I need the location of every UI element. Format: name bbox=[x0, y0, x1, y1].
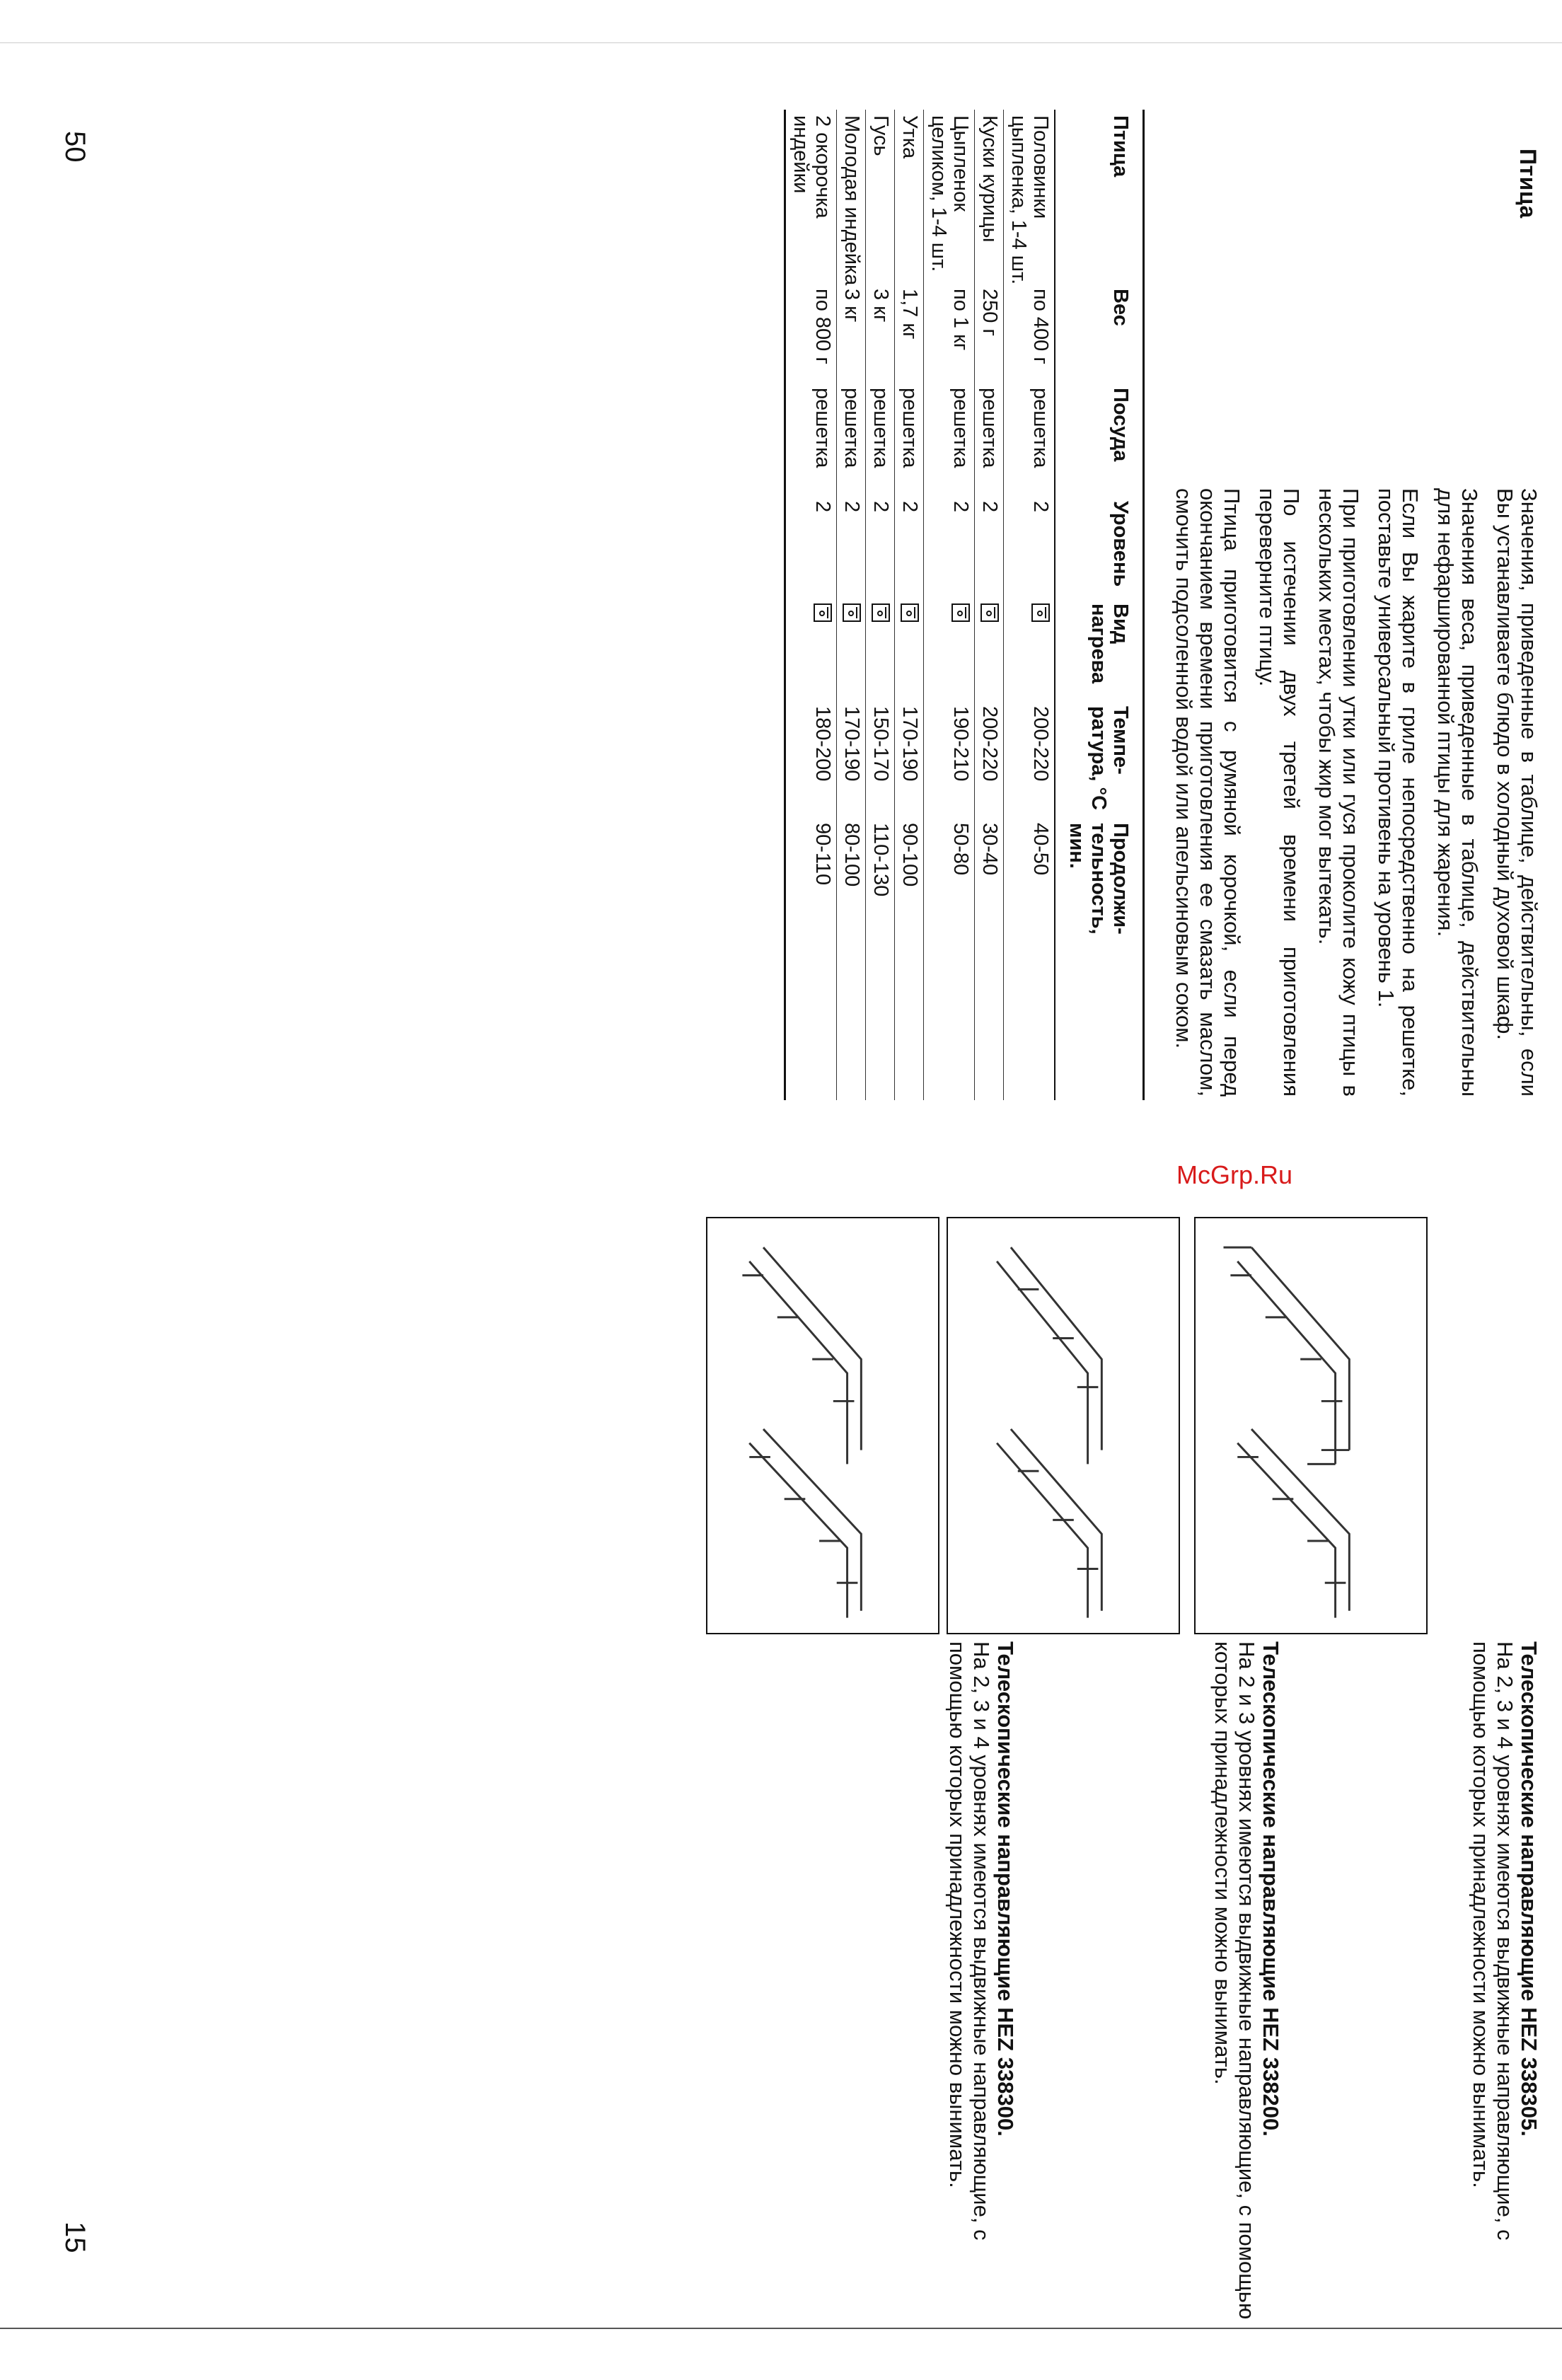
cell-duration: 30-40 bbox=[978, 823, 1001, 876]
table-row bbox=[1003, 110, 1054, 1100]
cell-bird: Половинки цыпленка, 1-4 шт. bbox=[1007, 115, 1052, 285]
accessory-description bbox=[1210, 1641, 1283, 2321]
table-header-row bbox=[1054, 110, 1142, 1100]
cell-level: 2 bbox=[840, 501, 863, 513]
page-number-left: 50 bbox=[59, 131, 91, 163]
header-level: Уровень bbox=[1109, 501, 1132, 587]
cell-weight: 3 кг bbox=[869, 289, 892, 323]
header-temperature: Темпе-ратура, °С bbox=[1087, 706, 1132, 811]
cell-heating bbox=[978, 603, 1000, 706]
top-bottom-heat-icon bbox=[980, 603, 999, 622]
cell-heating bbox=[898, 603, 920, 706]
cell-dish: решетка bbox=[811, 388, 834, 468]
paragraph: Если Вы жарите в гриле непосредственно на решетке, поставьте универсальный противень на уровень 1. bbox=[1374, 488, 1423, 1097]
cell-level: 2 bbox=[978, 501, 1001, 513]
cell-duration: 80-100 bbox=[840, 823, 863, 887]
cell-dish: решетка bbox=[869, 388, 892, 468]
cell-bird: 2 окорочка индейки bbox=[789, 115, 834, 219]
accessory-description bbox=[945, 1641, 1017, 2321]
cell-weight: по 400 г bbox=[1029, 289, 1052, 364]
cell-level: 2 bbox=[898, 501, 921, 513]
accessory-text: На 2, 3 и 4 уровнях имеются выдвижные направляющие, с помощью которых принадлежности можно вынимать. bbox=[945, 1641, 994, 2241]
watermark: McGrp.Ru bbox=[1176, 1160, 1293, 1189]
poultry-table bbox=[784, 110, 1145, 1100]
cell-weight: по 800 г bbox=[811, 289, 834, 364]
cell-heating bbox=[869, 603, 891, 706]
cell-duration: 50-80 bbox=[949, 823, 972, 876]
accessory-title: Телескопические направляющие HEZ 338300. bbox=[993, 1641, 1018, 2137]
cell-bird: Гусь bbox=[869, 115, 892, 156]
top-bottom-heat-icon bbox=[901, 603, 919, 622]
telescopic-rails-illustration bbox=[1196, 1218, 1426, 1633]
paragraph: По истечении двух третей времени приготовления переверните птицу. bbox=[1255, 488, 1304, 1097]
cell-weight: 250 г bbox=[978, 289, 1001, 337]
accessory-title: Телескопические направляющие HEZ 338305. bbox=[1517, 1641, 1541, 2137]
page-edge-line bbox=[0, 42, 1562, 43]
top-bottom-heat-icon bbox=[814, 603, 832, 622]
cell-level: 2 bbox=[869, 501, 892, 513]
cell-weight: 1,7 кг bbox=[898, 289, 921, 340]
cell-temperature: 200-220 bbox=[978, 706, 1001, 782]
cell-dish: решетка bbox=[1029, 388, 1052, 468]
page-divider-line bbox=[0, 2328, 1562, 2329]
accessory-text: На 2 и 3 уровнях имеются выдвижные направляющие, с помощью которых принадлежности можно вынимать. bbox=[1210, 1641, 1259, 2320]
cell-weight: по 1 кг bbox=[949, 289, 972, 351]
cell-temperature: 200-220 bbox=[1029, 706, 1052, 782]
table-row bbox=[786, 110, 836, 1100]
header-bird: Птица bbox=[1109, 115, 1132, 178]
cell-weight: 3 кг bbox=[840, 289, 863, 323]
cell-duration: 90-110 bbox=[811, 823, 834, 886]
table-body bbox=[786, 110, 1054, 1100]
table-row bbox=[923, 110, 974, 1100]
intro-text bbox=[1160, 488, 1541, 1097]
cell-duration: 110-130 bbox=[869, 823, 892, 897]
paragraph: При приготовлении утки или гуся проколите кожу птицы в нескольких местах, чтобы жир мог вытекать. bbox=[1314, 488, 1363, 1097]
cell-bird: Цыпленок целиком, 1-4 шт. bbox=[927, 115, 972, 272]
cell-temperature: 150-170 bbox=[869, 706, 892, 782]
cell-bird: Куски курицы bbox=[978, 115, 1001, 243]
rack-figure-3 bbox=[706, 1217, 939, 1634]
cell-temperature: 170-190 bbox=[840, 706, 863, 782]
top-bottom-heat-icon bbox=[1031, 603, 1050, 622]
cell-level: 2 bbox=[1029, 501, 1052, 513]
paragraph: Значения веса, приведенные в таблице, действительны для нефаршированной птицы для жарения. bbox=[1433, 488, 1482, 1097]
accessory-text: На 2, 3 и 4 уровнях имеются выдвижные направляющие, с помощью которых принадлежности можно вынимать. bbox=[1469, 1641, 1517, 2241]
header-dish: Посуда bbox=[1109, 388, 1132, 462]
header-weight: Вес bbox=[1109, 289, 1132, 326]
cell-level: 2 bbox=[811, 501, 834, 513]
cell-dish: решетка bbox=[978, 388, 1001, 468]
cell-dish: решетка bbox=[949, 388, 972, 468]
cell-bird: Утка bbox=[898, 115, 921, 159]
cell-level: 2 bbox=[949, 501, 972, 513]
section-title: Птица bbox=[1515, 149, 1541, 219]
header-heating: Вид нагрева bbox=[1087, 603, 1132, 684]
rack-figure-2 bbox=[947, 1217, 1180, 1634]
top-bottom-heat-icon bbox=[843, 603, 861, 622]
page-number-right: 15 bbox=[59, 2222, 91, 2253]
cell-temperature: 190-210 bbox=[949, 706, 972, 782]
cell-heating bbox=[949, 603, 971, 706]
top-bottom-heat-icon bbox=[951, 603, 970, 622]
paragraph: Значения, приведенные в таблице, действительны, если Вы устанавливаете блюдо в холодный духовой шкаф. bbox=[1493, 488, 1541, 1097]
cell-bird: Молодая индейка bbox=[840, 115, 863, 286]
accessory-description bbox=[1469, 1641, 1541, 2321]
header-duration: Продолжи-тельность, мин. bbox=[1065, 823, 1132, 935]
table-row bbox=[865, 110, 894, 1100]
cell-dish: решетка bbox=[898, 388, 921, 468]
cell-duration: 90-100 bbox=[898, 823, 921, 887]
accessory-title: Телескопические направляющие HEZ 338200. bbox=[1259, 1641, 1283, 2137]
cell-dish: решетка bbox=[840, 388, 863, 468]
telescopic-rails-illustration bbox=[948, 1218, 1179, 1633]
rack-figure-1 bbox=[1194, 1217, 1428, 1634]
cell-heating bbox=[811, 603, 833, 706]
cell-duration: 40-50 bbox=[1029, 823, 1052, 876]
cell-temperature: 170-190 bbox=[898, 706, 921, 782]
top-bottom-heat-icon bbox=[872, 603, 890, 622]
cell-heating bbox=[1029, 603, 1051, 706]
telescopic-rails-illustration bbox=[707, 1218, 938, 1633]
table-row bbox=[836, 110, 865, 1100]
paragraph: Птица приготовится с румяной корочкой, если перед окончанием времени приготовления ее смазать маслом, смочить подсоленной водой или апельсиновым соком. bbox=[1172, 488, 1244, 1097]
cell-temperature: 180-200 bbox=[811, 706, 834, 782]
cell-heating bbox=[840, 603, 862, 706]
table-row bbox=[974, 110, 1003, 1100]
table-row bbox=[894, 110, 923, 1100]
